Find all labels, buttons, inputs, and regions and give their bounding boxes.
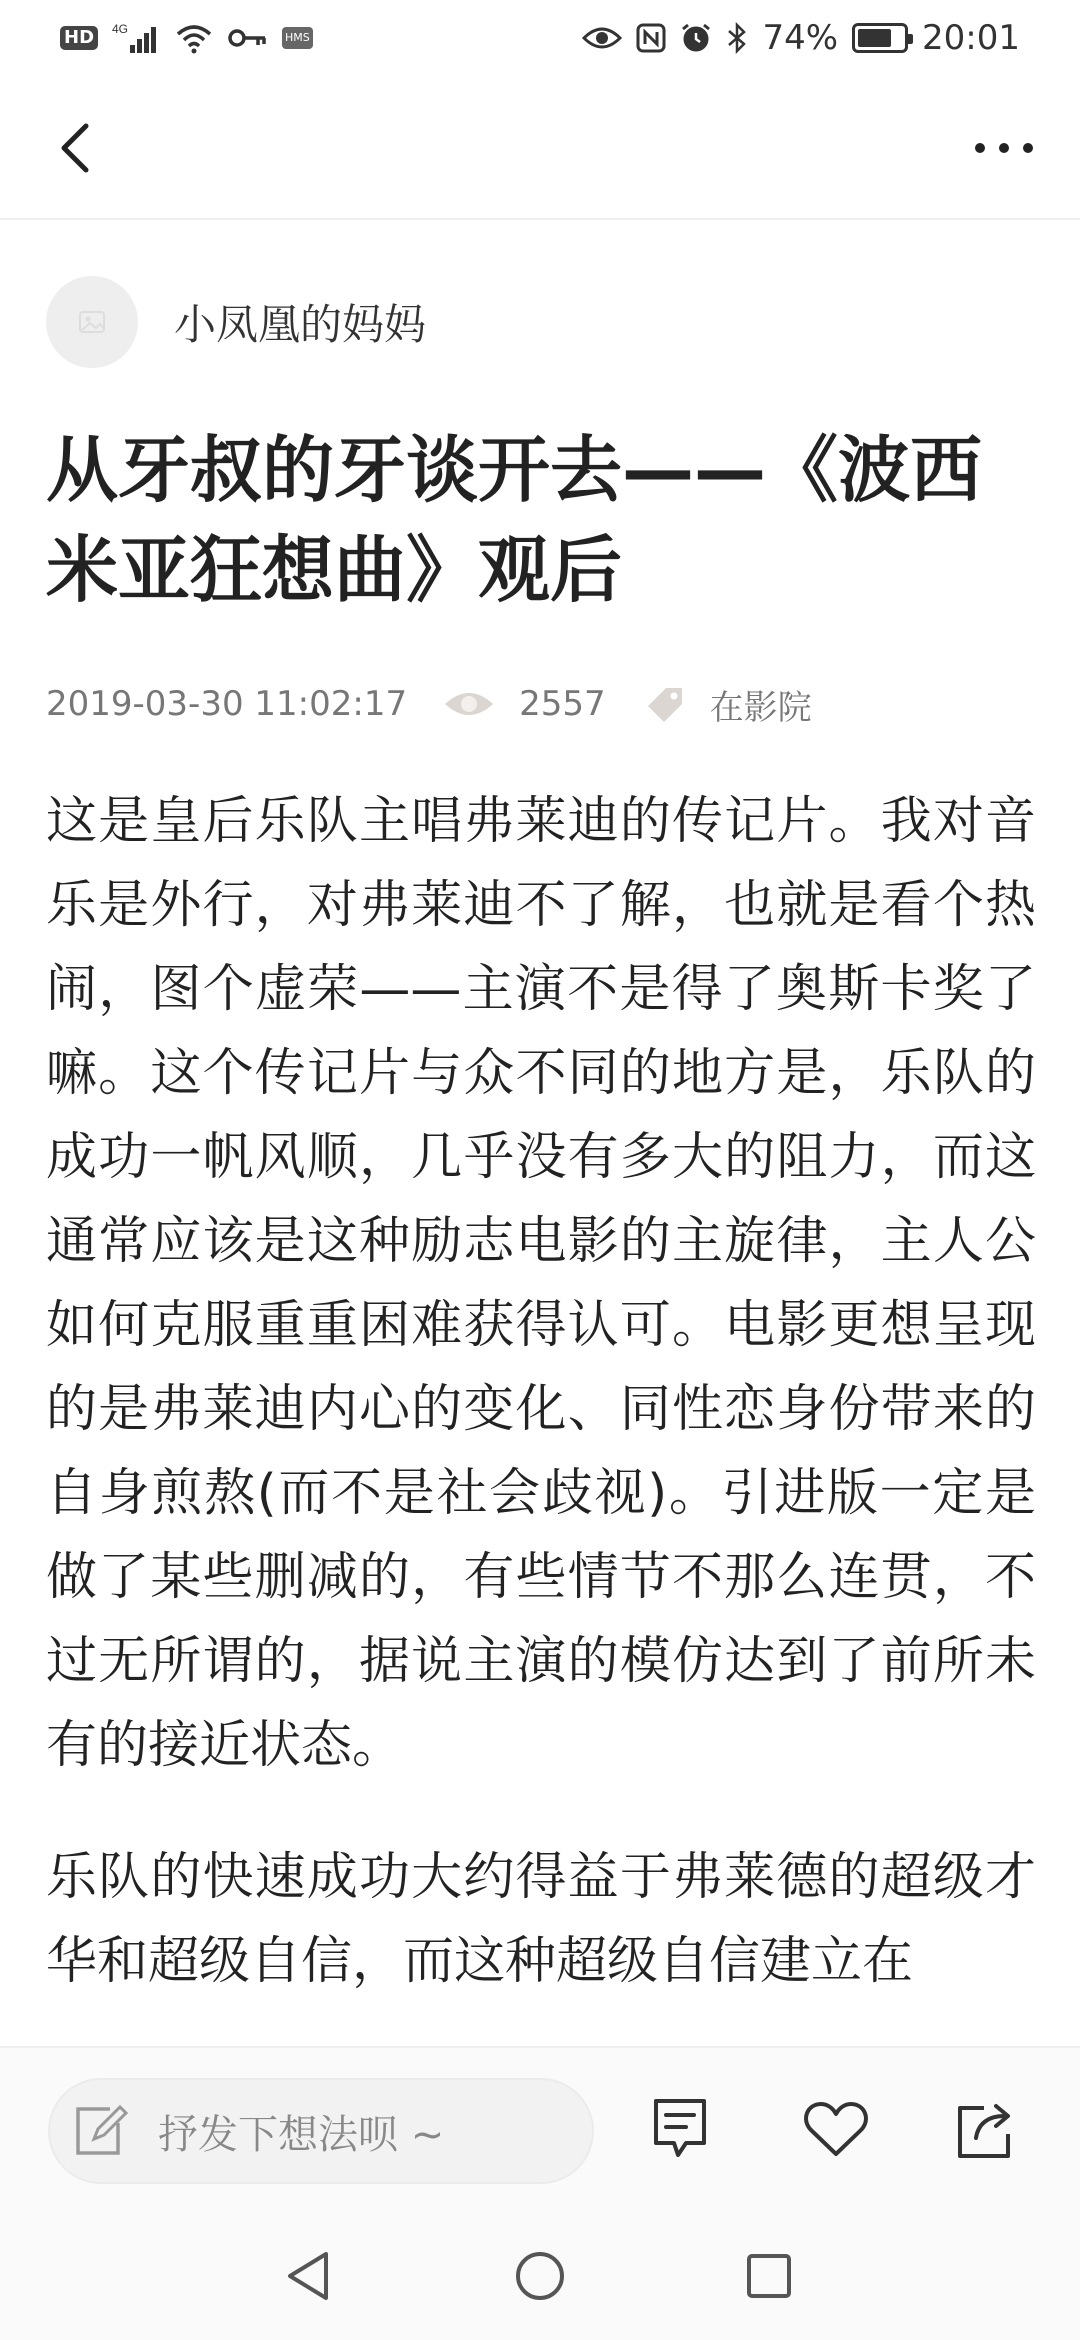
publish-date: 2019-03-30 11:02:17 — [46, 684, 408, 724]
tag-icon — [642, 684, 686, 724]
avatar-placeholder-icon — [72, 302, 112, 342]
comment-placeholder: 抒发下想法呗 ~ — [158, 2111, 445, 2158]
article-body — [46, 780, 1036, 2046]
triangle-back-icon — [282, 2248, 334, 2304]
system-back-button[interactable] — [272, 2240, 344, 2312]
avatar[interactable] — [46, 276, 138, 368]
article-title: 从牙叔的牙谈开去——《波西米亚狂想曲》观后 — [46, 428, 983, 612]
network-type-label: 4G — [112, 22, 129, 36]
hd-badge: HD — [60, 26, 98, 50]
comment-icon — [650, 2097, 710, 2163]
like-button[interactable] — [796, 2090, 876, 2170]
square-recents-icon — [743, 2250, 795, 2302]
eye-icon — [443, 686, 495, 722]
circle-home-icon — [512, 2248, 568, 2304]
author-row[interactable] — [46, 276, 426, 368]
heart-icon — [803, 2100, 869, 2160]
hms-badge: HMS — [282, 27, 313, 49]
paragraph: 乐队的快速成功大约得益于弗莱德的超级才华和超级自信，而这种超级自信建立在 — [46, 1848, 1036, 1991]
battery-percent: 74% — [762, 18, 839, 58]
share-button[interactable] — [946, 2090, 1026, 2170]
paragraph: 这是皇后乐队主唱弗莱迪的传记片。我对音乐是外行，对弗莱迪不了解，也就是看个热闹，图个虚荣——主演不是得了奥斯卡奖了嘛。这个传记片与众不同的地方是，乐队的成功一帆风顺，几乎没有多大的阻力，而这通常应该是这种励志电影的主旋律，主人公如何克服重重困难获得认可。电影更想呈现的是弗莱迪内心的变化、同性恋身份带来的自身煎熬(而不是社会歧视)。引进版一定是做了某些删减的，有些情节不那么连贯，不过无所谓的，据说主演的模仿达到了前所未有的接近状态。 — [46, 792, 1036, 1775]
status-time: 20:01 — [922, 18, 1020, 58]
share-icon — [954, 2098, 1018, 2162]
system-home-button[interactable] — [504, 2240, 576, 2312]
article-tag[interactable]: 在影院 — [709, 687, 812, 728]
action-bar — [0, 2046, 1080, 2210]
comment-input[interactable] — [48, 2078, 594, 2184]
edit-icon — [70, 2101, 130, 2161]
view-count: 2557 — [519, 684, 606, 724]
comment-button[interactable] — [640, 2090, 720, 2170]
system-recents-button[interactable] — [733, 2240, 805, 2312]
article-meta — [46, 676, 812, 732]
system-nav-bar — [0, 2210, 1080, 2340]
author-name[interactable]: 小凤凰的妈妈 — [174, 300, 427, 349]
